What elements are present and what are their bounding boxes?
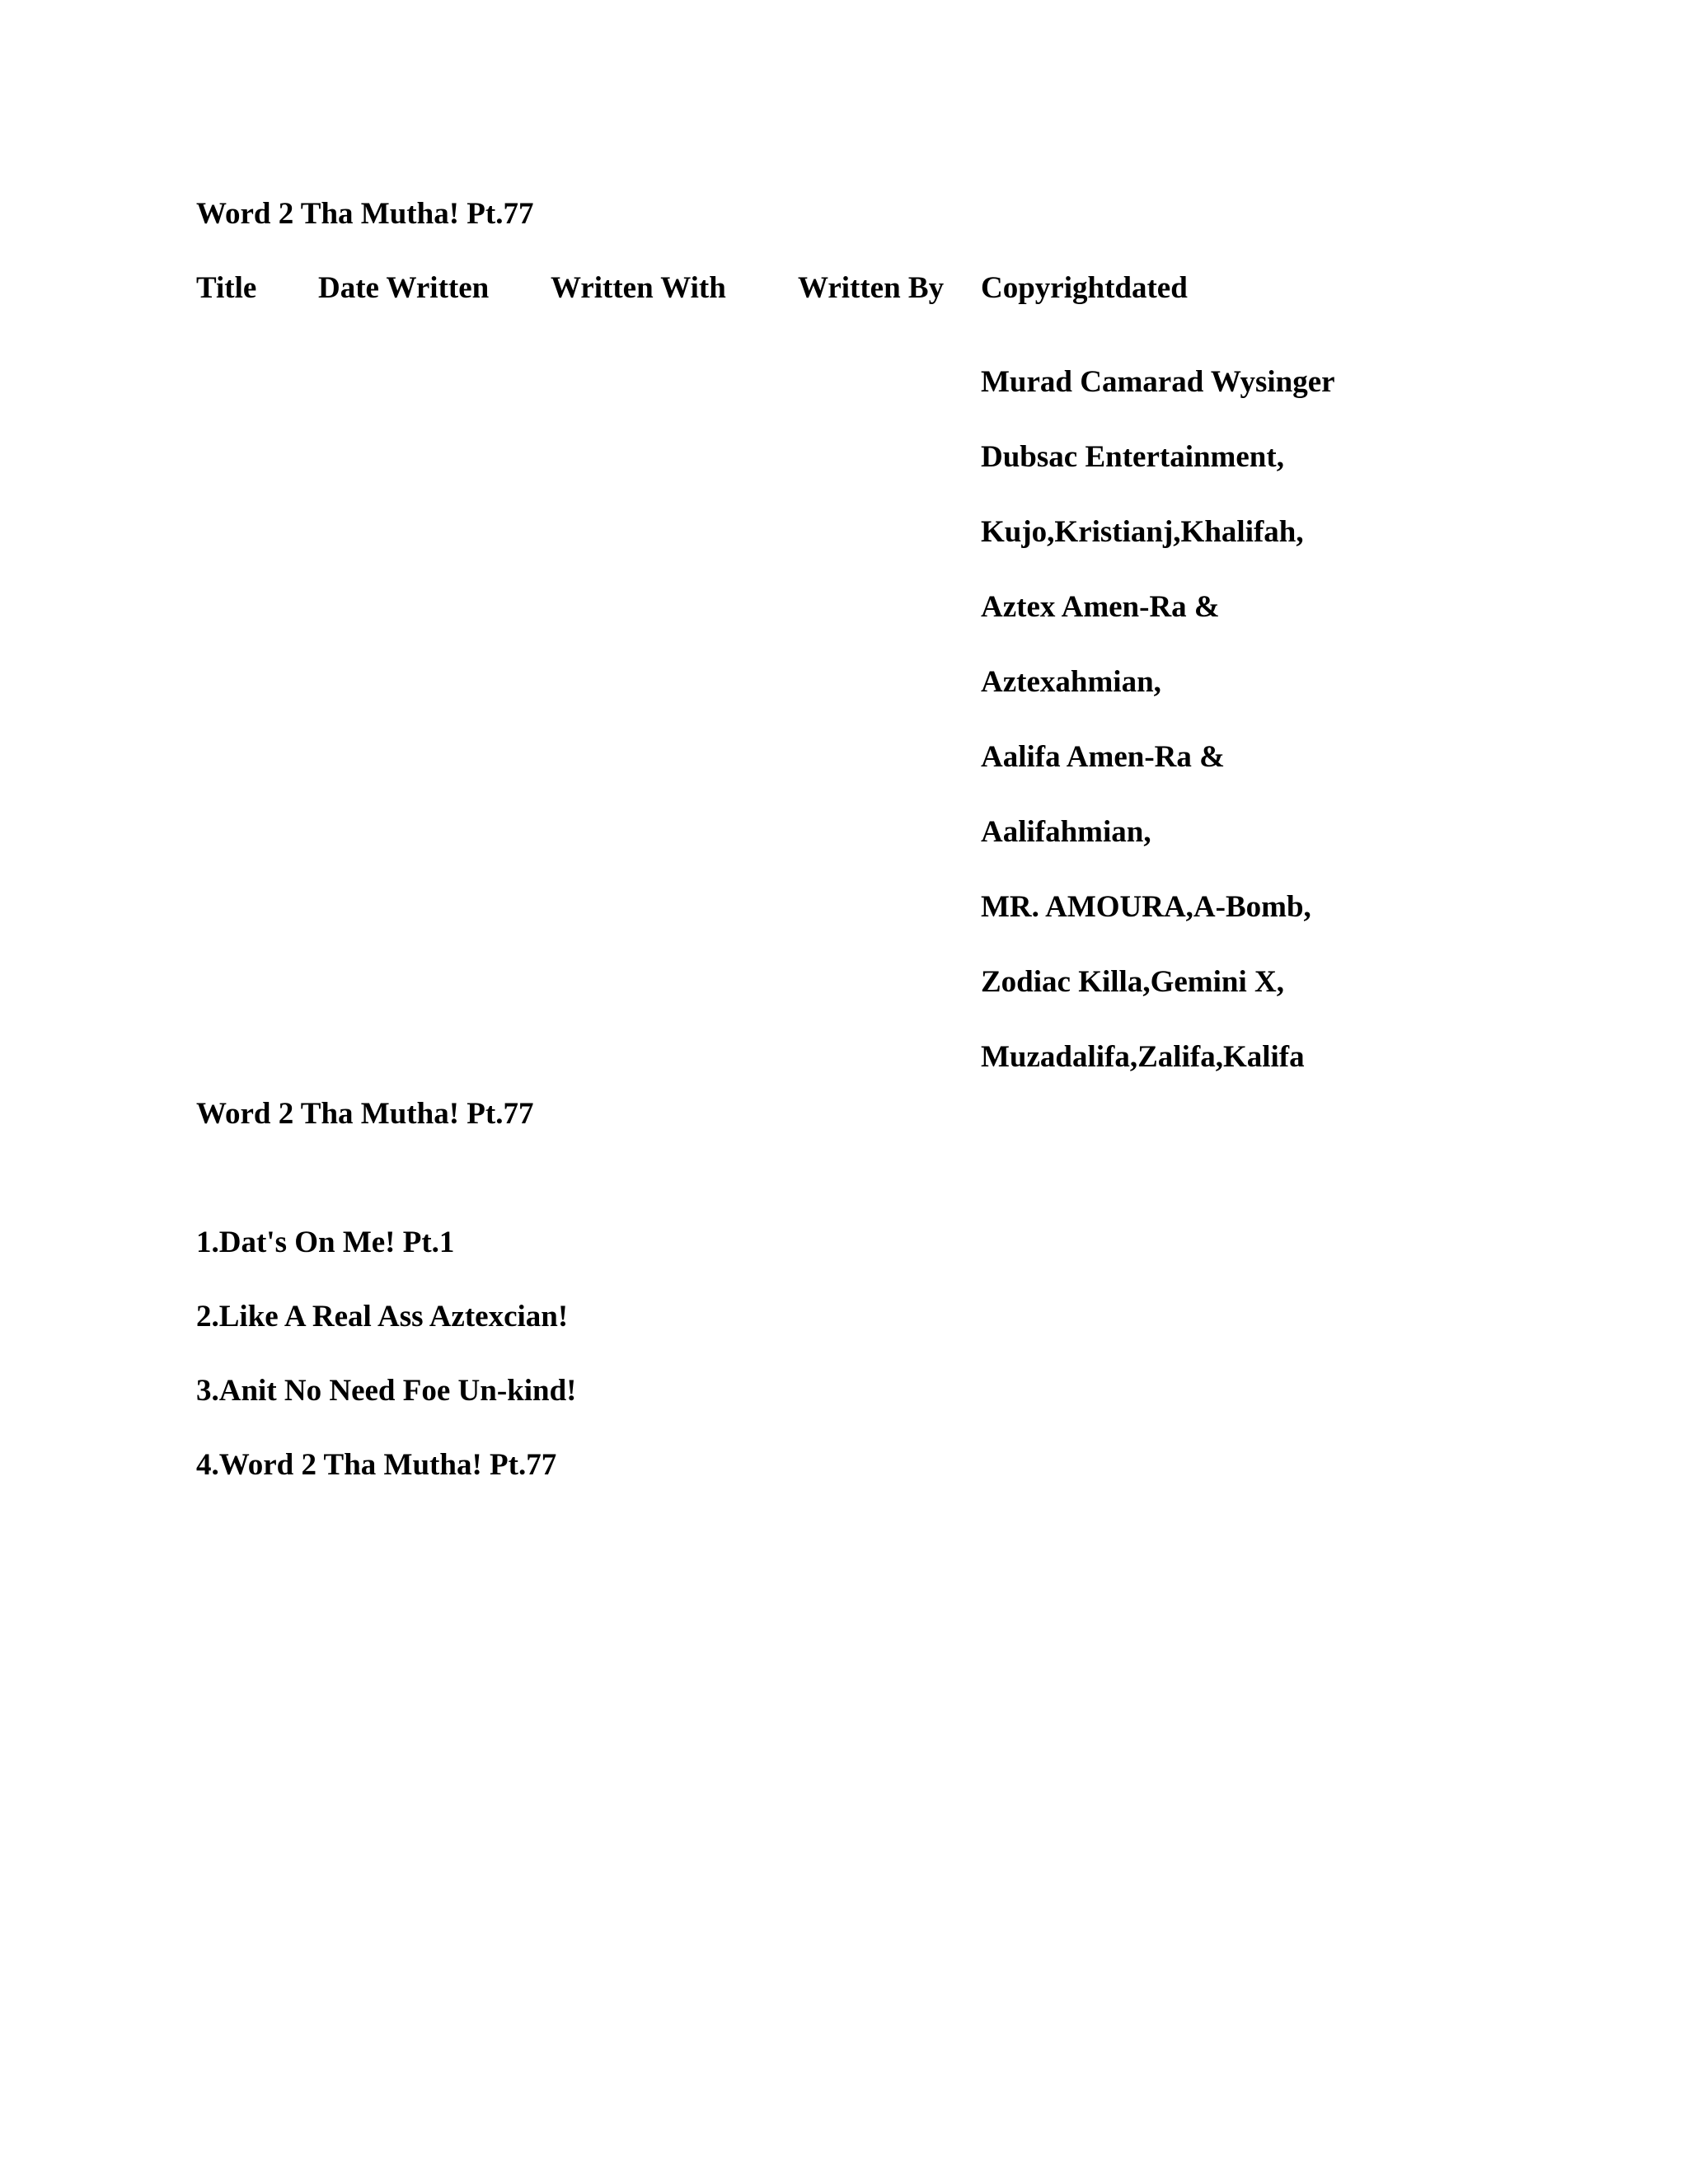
track-item: 3.Anit No Need Foe Un-kind! bbox=[196, 1374, 577, 1408]
track-item: 4.Word 2 Tha Mutha! Pt.77 bbox=[196, 1448, 557, 1482]
credits-list bbox=[981, 344, 1335, 1094]
credit-line: Aalifahmian, bbox=[981, 815, 1151, 849]
document-title: Word 2 Tha Mutha! Pt.77 bbox=[196, 197, 534, 231]
track-list bbox=[196, 1206, 577, 1502]
header-date-written: Date Written bbox=[318, 271, 490, 305]
track-item: 2.Like A Real Ass Aztexcian! bbox=[196, 1300, 569, 1333]
track-item: 1.Dat's On Me! Pt.1 bbox=[196, 1226, 455, 1259]
album-title: Word 2 Tha Mutha! Pt.77 bbox=[196, 1097, 534, 1131]
header-written-with: Written With bbox=[551, 271, 726, 305]
header-title: Title bbox=[196, 271, 257, 305]
credit-line: Aztex Amen-Ra & bbox=[981, 590, 1220, 624]
credit-line: Kujo,Kristianj,Khalifah, bbox=[981, 515, 1304, 549]
credit-line: Aalifa Amen-Ra & bbox=[981, 740, 1225, 774]
credit-line: Muzadalifa,Zalifa,Kalifa bbox=[981, 1040, 1305, 1074]
credit-line: MR. AMOURA,A-Bomb, bbox=[981, 890, 1311, 924]
header-written-by: Written By bbox=[798, 271, 945, 305]
credit-line: Dubsac Entertainment, bbox=[981, 440, 1284, 474]
credit-line: Aztexahmian, bbox=[981, 665, 1161, 699]
credit-line: Zodiac Killa,Gemini X, bbox=[981, 965, 1284, 999]
credit-line: Murad Camarad Wysinger bbox=[981, 365, 1335, 399]
header-copyrightdated: Copyrightdated bbox=[981, 271, 1188, 305]
